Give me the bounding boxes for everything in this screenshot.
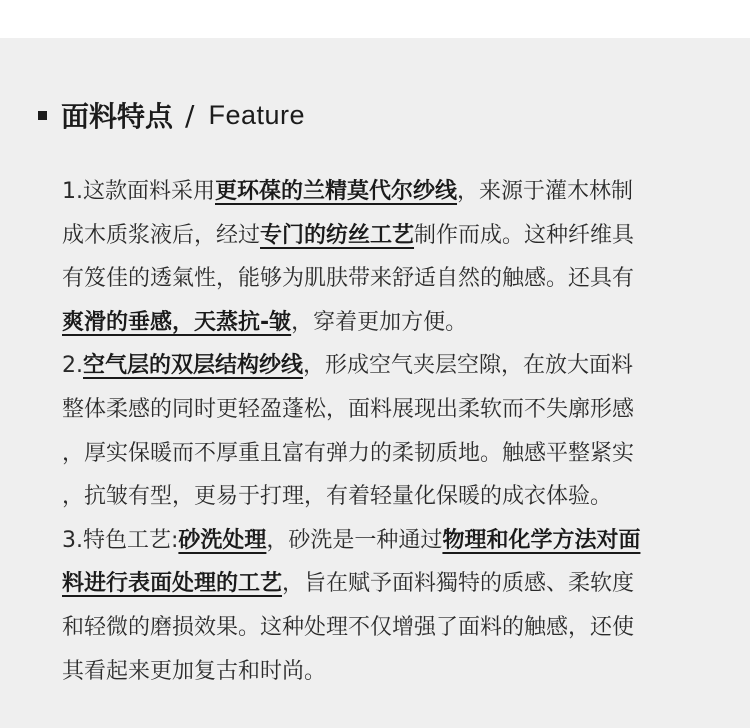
- text-line: [62, 303, 722, 347]
- feature-description: [62, 172, 722, 695]
- text-segment: 2.: [62, 353, 83, 379]
- text-segment: ，砂洗是一种通过: [266, 527, 443, 553]
- text-line: [62, 477, 722, 521]
- highlighted-phrase: 更环葆的兰精莫代尔纱线: [215, 179, 458, 204]
- text-segment: ，来源于灌木林制: [457, 179, 634, 204]
- highlighted-phrase: 专门的纺丝工艺: [260, 222, 415, 248]
- text-segment: 和轻微的磨损效果。这种处理不仅增强了面料的触感，还使: [62, 614, 635, 640]
- text-segment: ，旨在赋予面料獨特的质感、柔软度: [282, 571, 635, 597]
- text-line: [62, 172, 722, 216]
- text-segment: ，厚实保暖而不厚重且富有弹力的柔韧质地。触感平整紧实: [62, 440, 635, 466]
- title-separator: /: [185, 98, 195, 132]
- section-title-cn: 面料特点: [61, 100, 174, 133]
- text-segment: 整体柔感的同时更轻盈蓬松，面料展现出柔软而不失廓形感: [62, 396, 635, 422]
- text-line: [62, 346, 722, 390]
- section-title-en: Feature: [208, 99, 306, 130]
- text-line: [62, 259, 722, 303]
- text-line: [62, 652, 722, 696]
- text-line: [62, 434, 722, 478]
- highlighted-phrase: 料进行表面处理的工艺: [62, 571, 283, 597]
- text-segment: 3.特色工艺:: [62, 527, 179, 553]
- highlighted-phrase: 砂洗处理: [178, 527, 267, 553]
- section-heading: [38, 95, 305, 135]
- highlighted-phrase: 物理和化学方法对面: [442, 527, 641, 553]
- text-segment: 有笈佳的透氣性，能够为肌肤带来舒适自然的触感。还具有: [62, 266, 635, 292]
- square-bullet-icon: [38, 111, 47, 120]
- text-line: [62, 608, 722, 652]
- text-segment: 成木质浆液后，经过: [62, 222, 261, 248]
- text-line: [62, 390, 722, 434]
- text-line: [62, 216, 722, 260]
- highlighted-phrase: 空气层的双层结构纱线: [83, 353, 304, 379]
- highlighted-phrase: 爽滑的垂感，天蒸抗-皱: [62, 309, 292, 335]
- text-segment: 制作而成。这种纤维具: [414, 222, 635, 248]
- text-segment: ，抗皱有型，更易于打理，有着轻量化保暖的成衣体验。: [62, 484, 613, 510]
- text-line: [62, 521, 722, 565]
- text-segment: ，形成空气夹层空隙，在放大面料: [303, 353, 634, 379]
- text-line: [62, 564, 722, 608]
- text-segment: ，穿着更加方便。: [291, 309, 468, 335]
- text-segment: 1.这款面料采用: [62, 179, 215, 204]
- text-segment: 其看起来更加复古和时尚。: [62, 658, 327, 684]
